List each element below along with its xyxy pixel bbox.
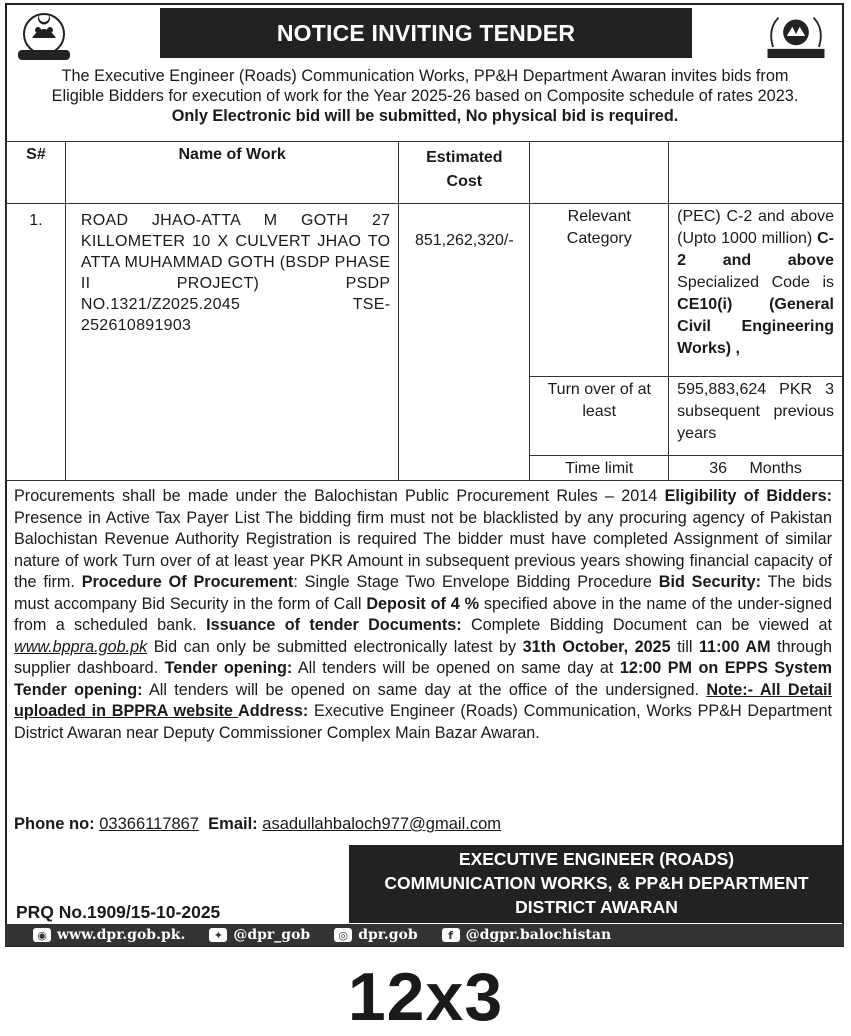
opening-text-2: All tenders will be opened on same day at the office of the undersigned. (142, 680, 707, 699)
row-work-name: ROAD JHAO-ATTA M GOTH 27 KILLOMETER 10 X CULVERT JHAO TO ATTA MUHAMMAD GOTH (BSDP PHASE II PROJECT) PSDP NO.1321/Z2025.2045 TSE-252610891903 (65, 204, 399, 481)
header-name-of-work: Name of Work (65, 142, 399, 204)
deposit-label: Deposit of 4 % (366, 594, 479, 613)
prq-number: PRQ No.1909/15-10-2025 (16, 902, 221, 922)
category-value-3: Specialized Code is (677, 274, 834, 291)
category-value-4: CE10(i) (General Civil Engineering Works) , (677, 296, 834, 357)
opening-label-2: Tender opening: (14, 680, 143, 699)
header-estimated-cost (399, 142, 530, 204)
phone-number[interactable]: 03366117867 (99, 815, 199, 833)
tender-table (6, 141, 843, 481)
email-label: Email: (208, 815, 258, 833)
intro-line-2: Eligible Bidders for execution of work for the Year 2025-26 based on Composite schedule of rates 2023. (51, 87, 799, 105)
intro-bold-line: Only Electronic bid will be submitted, No physical bid is required. (171, 107, 679, 125)
procedure-text: : Single Stage Two Envelope Bidding Procedure (293, 573, 659, 591)
footer-website[interactable] (33, 927, 185, 943)
twitter-icon: ✦ (209, 928, 227, 942)
signature-line-3: DISTRICT AWARAN (515, 897, 678, 917)
footer-instagram[interactable] (334, 927, 417, 943)
facebook-icon: f (442, 928, 460, 942)
rules-text: Procurements shall be made under the Balochistan Public Procurement Rules – 2014 (14, 487, 665, 505)
header-cost-label: Estimated Cost (426, 149, 503, 190)
category-value-2: C-2 and above (677, 230, 834, 269)
deposit-text: specified above in the name of the under-signed from a scheduled bank. (14, 594, 832, 634)
footer-instagram-text: dpr.gob (358, 927, 418, 943)
till-text: till (670, 637, 699, 656)
row-sn: 1. (7, 204, 66, 481)
row-estimated-cost: 851,262,320/- (399, 204, 530, 481)
bid-security-label: Bid Security: (658, 573, 761, 591)
table-row (7, 204, 843, 377)
instagram-icon: ◎ (334, 928, 352, 942)
dashboard-text: through supplier dashboard. (14, 637, 832, 677)
category-label (530, 204, 669, 377)
footer-facebook[interactable] (442, 927, 611, 943)
address-text: Executive Engineer (Roads) Communication, Works PP&H Department District Awaran near Deputy Commissioner Complex Main Bazar Awaran. (14, 702, 832, 742)
time-limit-label: Time limit (530, 456, 669, 481)
footer-bar (5, 924, 844, 946)
contact-line (14, 815, 501, 834)
category-value-1: (PEC) C-2 and above (Upto 1000 million) (677, 208, 834, 247)
issuance-label: Issuance of tender Documents: (206, 616, 462, 634)
signature-line-2: COMMUNICATION WORKS, & PP&H DEPARTMENT (384, 873, 809, 893)
notice-title: NOTICE INVITING TENDER (160, 8, 692, 58)
turnover-label-text: Turn over of at least (547, 381, 651, 420)
opening-text: All tenders will be opened on same day at (292, 659, 620, 677)
turnover-label (530, 377, 669, 456)
tender-body-text (14, 486, 832, 744)
address-label: Address: (238, 702, 309, 720)
category-value (669, 204, 843, 377)
intro-text (10, 66, 840, 126)
eligibility-label: Eligibility of Bidders: (664, 487, 832, 505)
balochistan-emblem-icon (10, 8, 78, 64)
signature-block (349, 845, 844, 923)
email-link[interactable]: asadullahbaloch977@gmail.com (262, 815, 501, 833)
eligibility-text: Presence in Active Tax Payer List The bidding firm must not be blacklisted by any procuring agency of Pakistan Balochistan Revenue Authority Registration is required The bidder must have completed Assignment of similar nature of work Turn over of at least year PKR Amount in subsequent previous years showing financial capacity of the firm. (14, 508, 832, 591)
table-header-row (7, 142, 843, 204)
header-sn: S# (7, 142, 66, 204)
issuance-text: Complete Bidding Document can be viewed at (461, 616, 832, 634)
note-text: Note:- All Detail uploaded in BPPRA website (14, 680, 832, 720)
time-limit-value: 36 Months (669, 456, 843, 481)
footer-twitter-text: @dpr_gob (233, 927, 311, 943)
opening-label: Tender opening: (164, 659, 293, 677)
submit-text: Bid can only be submitted electronically latest by (147, 637, 523, 656)
category-label-text: Relevant Category (566, 208, 632, 247)
procedure-label: Procedure Of Procurement (81, 573, 294, 591)
bppra-website-link[interactable]: www.bppra.gob.pk (14, 637, 148, 656)
deadline-date: 31th October, 2025 (522, 637, 671, 656)
opening-time: 12:00 PM on EPPS System (619, 659, 832, 677)
bid-security-text: The bids must accompany Bid Security in the form of Call (14, 573, 832, 613)
footer-website-text: www.dpr.gob.pk. (57, 927, 186, 943)
department-logo-icon (762, 8, 830, 64)
footer-facebook-text: @dgpr.balochistan (465, 927, 612, 943)
header-empty-2 (669, 142, 843, 204)
phone-label: Phone no: (14, 815, 95, 833)
footer-twitter[interactable] (209, 927, 310, 943)
header-empty-1 (530, 142, 669, 204)
deadline-time: 11:00 AM (698, 637, 771, 656)
ad-size-label: 12x3 (347, 959, 504, 1035)
intro-line-1: The Executive Engineer (Roads) Communication Works, PP&H Department Awaran invites bids from (61, 67, 789, 85)
signature-line-1: EXECUTIVE ENGINEER (ROADS) (458, 849, 735, 869)
globe-icon: ◉ (33, 928, 51, 942)
turnover-value: 595,883,624 PKR 3 subsequent previous years (669, 377, 843, 456)
